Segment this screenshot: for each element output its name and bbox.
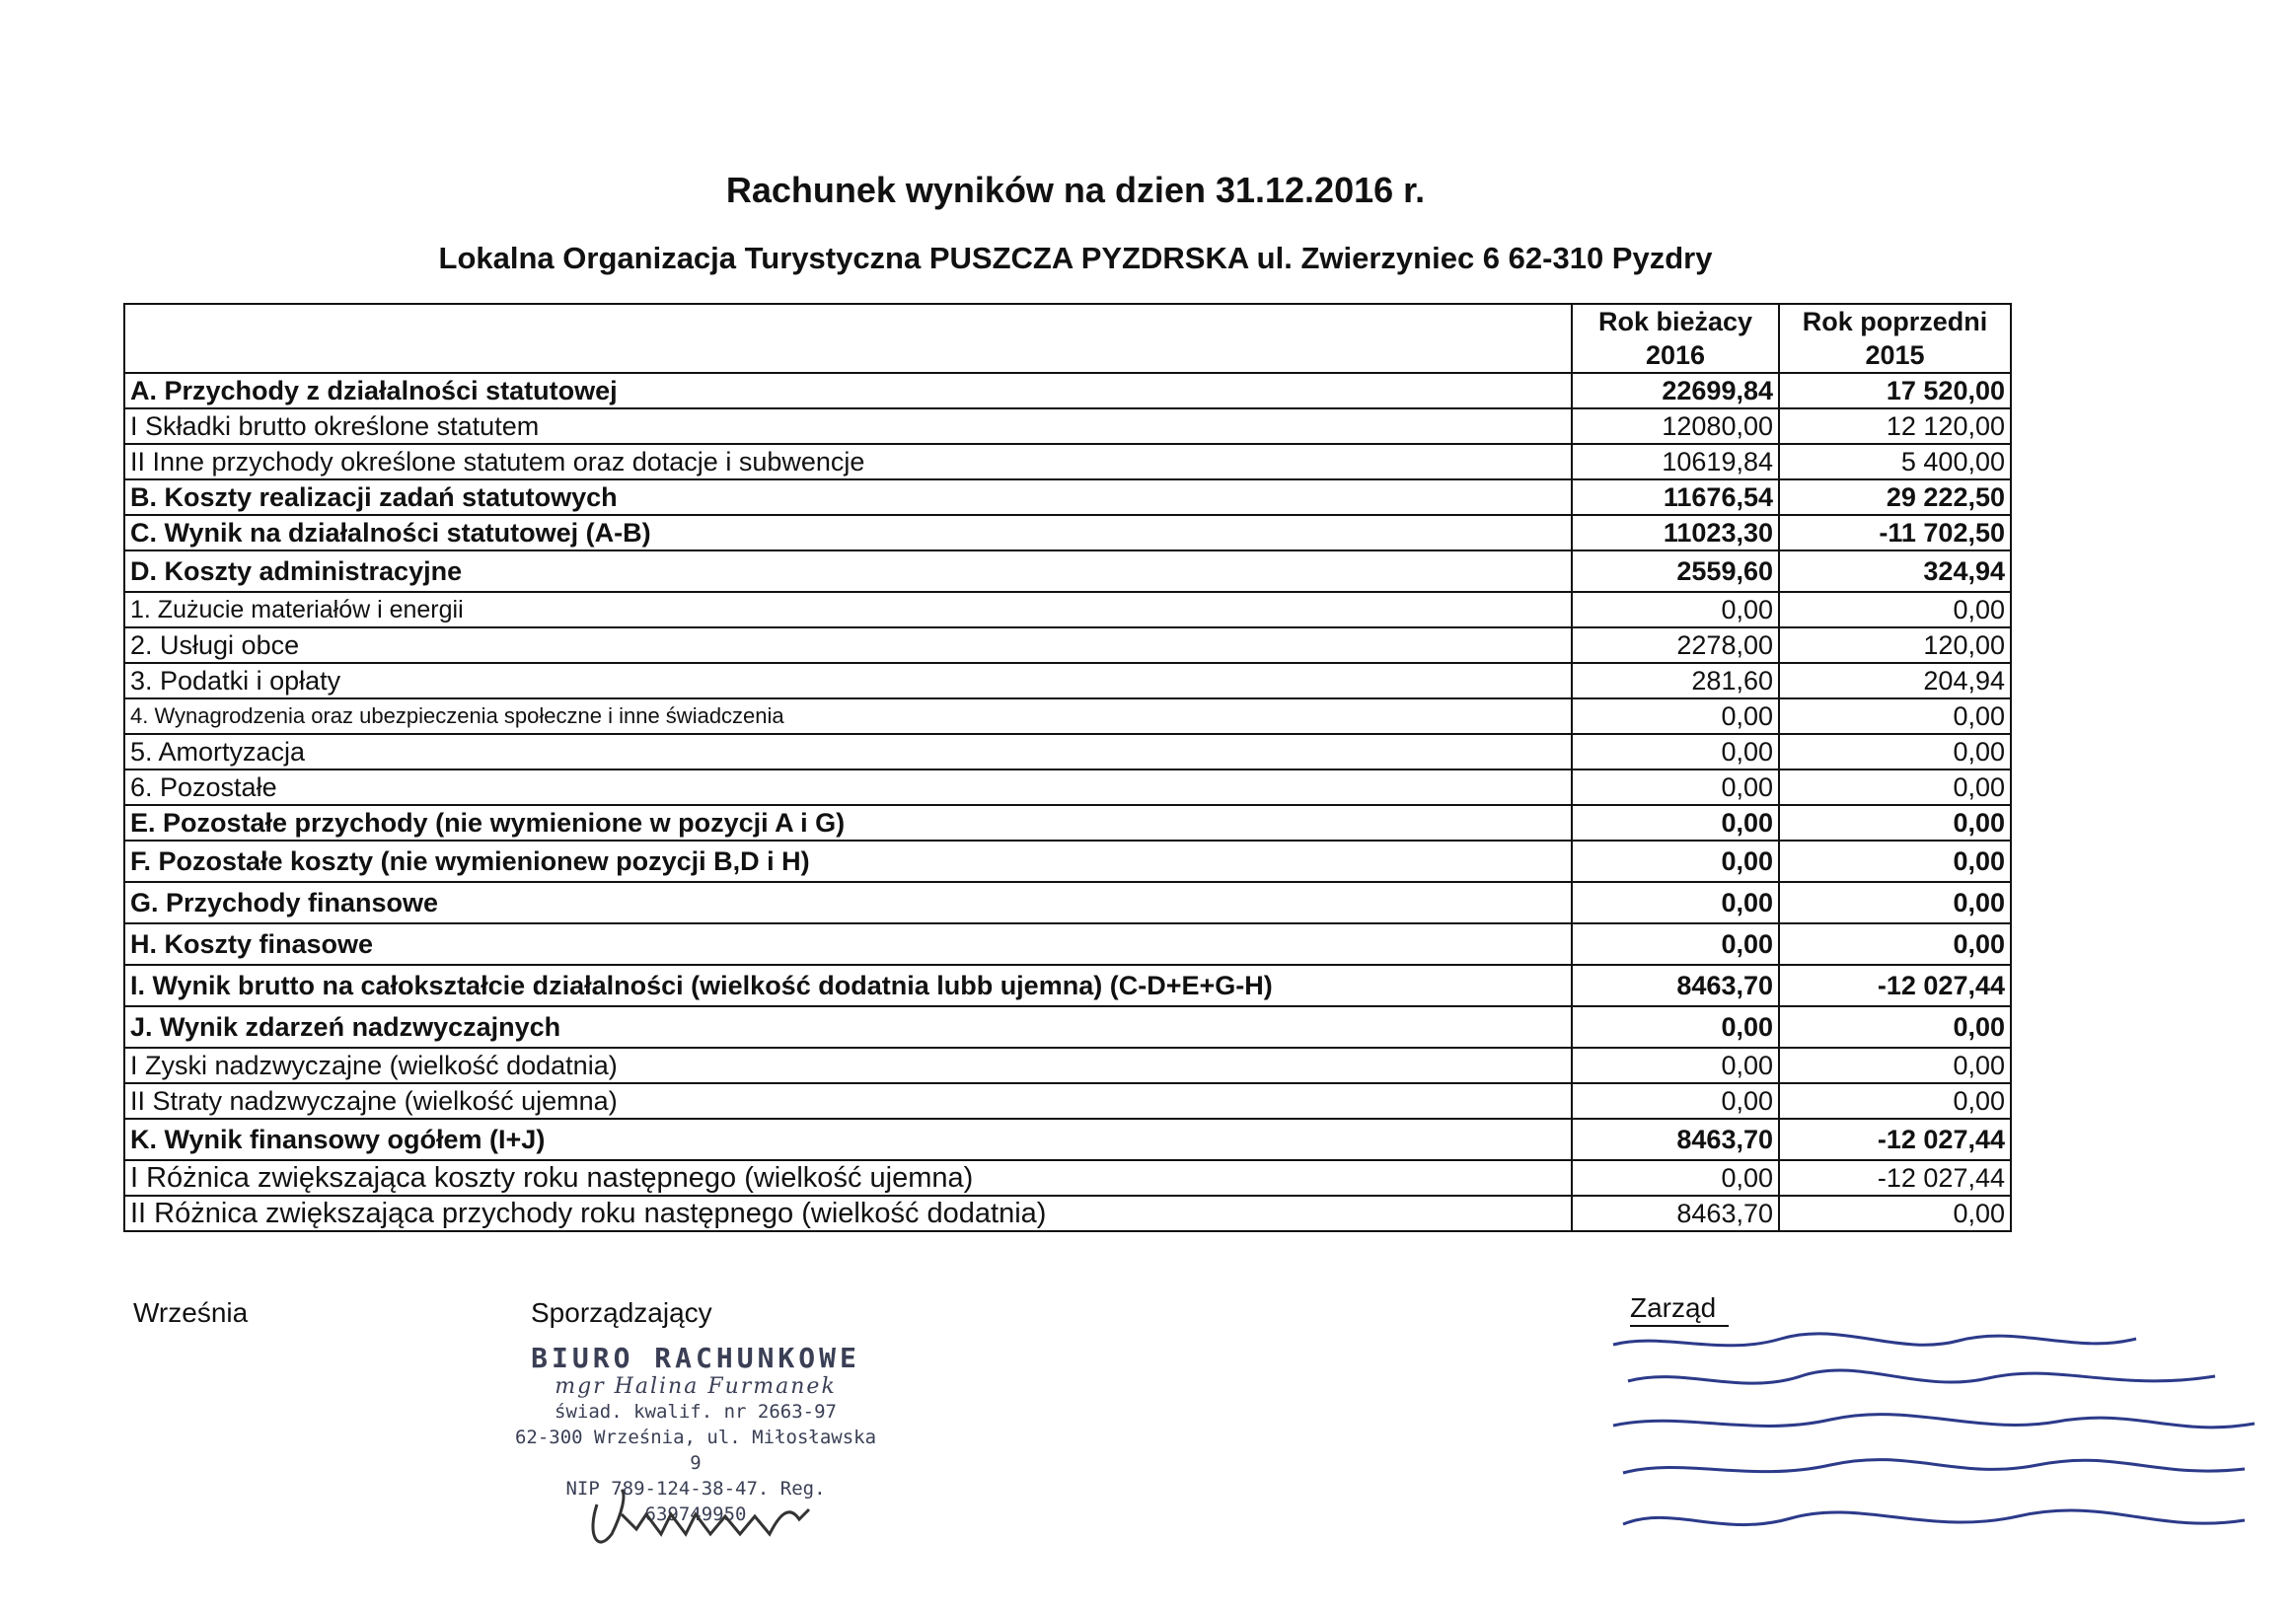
table-row <box>124 1083 2011 1119</box>
row-previous-value: -11 702,50 <box>1779 515 2011 550</box>
row-label: II Straty nadzwyczajne (wielkość ujemna) <box>124 1083 1572 1119</box>
table-row <box>124 592 2011 627</box>
table-header-row <box>124 304 2011 373</box>
row-previous-value: 0,00 <box>1779 1006 2011 1048</box>
row-previous-value: 5 400,00 <box>1779 444 2011 479</box>
row-current-value: 0,00 <box>1572 734 1779 769</box>
row-current-value: 11023,30 <box>1572 515 1779 550</box>
table-row <box>124 965 2011 1006</box>
table-row <box>124 882 2011 923</box>
row-label: 3. Podatki i opłaty <box>124 663 1572 698</box>
row-current-value: 0,00 <box>1572 592 1779 627</box>
header-previous-label: Rok poprzedni <box>1802 307 1988 336</box>
document-title: Rachunek wyników na dzien 31.12.2016 r. <box>725 170 1426 210</box>
row-previous-value: 0,00 <box>1779 1083 2011 1119</box>
income-statement-table <box>123 303 2012 1232</box>
row-current-value: 0,00 <box>1572 805 1779 841</box>
organization-subtitle: Lokalna Organizacja Turystyczna PUSZCZA PYZDRSKA ul. Zwierzyniec 6 62-310 Pyzdry <box>438 241 1713 275</box>
table-row <box>124 627 2011 663</box>
row-previous-value: 0,00 <box>1779 734 2011 769</box>
preparer-label: Sporządzający <box>531 1297 712 1328</box>
row-current-value: 0,00 <box>1572 923 1779 965</box>
preparer-signature-icon <box>567 1475 844 1564</box>
row-current-value: 0,00 <box>1572 1160 1779 1196</box>
row-previous-value: -12 027,44 <box>1779 1160 2011 1196</box>
table-row <box>124 841 2011 882</box>
table-row <box>124 1196 2011 1231</box>
row-current-value: 0,00 <box>1572 1048 1779 1083</box>
table-row <box>124 479 2011 515</box>
row-previous-value: 0,00 <box>1779 1048 2011 1083</box>
header-blank <box>124 304 1572 373</box>
header-previous-year <box>1779 304 2011 373</box>
table-row <box>124 515 2011 550</box>
row-previous-value: 0,00 <box>1779 1196 2011 1231</box>
row-previous-value: -12 027,44 <box>1779 1119 2011 1160</box>
row-label: 2. Usługi obce <box>124 627 1572 663</box>
row-label: A. Przychody z działalności statutowej <box>124 373 1572 408</box>
row-label: 1. Zużucie materiałów i energii <box>124 592 1572 627</box>
table-row <box>124 805 2011 841</box>
table-row <box>124 408 2011 444</box>
table-row <box>124 769 2011 805</box>
row-label: D. Koszty administracyjne <box>124 550 1572 592</box>
row-current-value: 8463,70 <box>1572 965 1779 1006</box>
row-label: C. Wynik na działalności statutowej (A-B) <box>124 515 1572 550</box>
row-previous-value: 0,00 <box>1779 923 2011 965</box>
row-label: E. Pozostałe przychody (nie wymienione w pozycji A i G) <box>124 805 1572 841</box>
row-previous-value: 29 222,50 <box>1779 479 2011 515</box>
stamp-line-5: NIP 789-124-38-47. Reg. 639749950 <box>565 1478 826 1525</box>
row-current-value: 8463,70 <box>1572 1196 1779 1231</box>
table-row <box>124 663 2011 698</box>
row-label: H. Koszty finasowe <box>124 923 1572 965</box>
row-label: 6. Pozostałe <box>124 769 1572 805</box>
row-label: 5. Amortyzacja <box>124 734 1572 769</box>
table-row <box>124 1160 2011 1196</box>
row-previous-value: 17 520,00 <box>1779 373 2011 408</box>
row-current-value: 0,00 <box>1572 769 1779 805</box>
row-previous-value: -12 027,44 <box>1779 965 2011 1006</box>
row-label: I. Wynik brutto na całokształcie działalności (wielkość dodatnia lubb ujemna) (C-D+E+G-H) <box>124 965 1572 1006</box>
table-row <box>124 550 2011 592</box>
board-signatures <box>1603 1327 2274 1569</box>
row-label: F. Pozostałe koszty (nie wymienionew pozycji B,D i H) <box>124 841 1572 882</box>
board-label: Zarząd <box>1630 1292 1717 1323</box>
row-label: J. Wynik zdarzeń nadzwyczajnych <box>124 1006 1572 1048</box>
table-row <box>124 373 2011 408</box>
row-label: I Składki brutto określone statutem <box>124 408 1572 444</box>
table-row <box>124 698 2011 734</box>
row-previous-value: 204,94 <box>1779 663 2011 698</box>
row-previous-value: 324,94 <box>1779 550 2011 592</box>
table-row <box>124 923 2011 965</box>
row-current-value: 0,00 <box>1572 841 1779 882</box>
row-current-value: 0,00 <box>1572 698 1779 734</box>
row-label: K. Wynik finansowy ogółem (I+J) <box>124 1119 1572 1160</box>
place-label: Września <box>133 1297 249 1328</box>
board-signatures-icon <box>1603 1327 2274 1564</box>
stamp-line-2: mgr Halina Furmanek <box>555 1374 837 1399</box>
header-current-year <box>1572 304 1779 373</box>
row-current-value: 8463,70 <box>1572 1119 1779 1160</box>
row-current-value: 11676,54 <box>1572 479 1779 515</box>
row-current-value: 12080,00 <box>1572 408 1779 444</box>
header-previous-year-value: 2015 <box>1865 340 1925 370</box>
table-row <box>124 734 2011 769</box>
header-current-year-value: 2016 <box>1645 340 1706 370</box>
row-previous-value: 12 120,00 <box>1779 408 2011 444</box>
row-label: II Różnica zwiększająca przychody roku następnego (wielkość dodatnia) <box>124 1196 1572 1231</box>
table-row <box>124 444 2011 479</box>
row-previous-value: 0,00 <box>1779 769 2011 805</box>
row-label: G. Przychody finansowe <box>124 882 1572 923</box>
table-row <box>124 1006 2011 1048</box>
row-current-value: 10619,84 <box>1572 444 1779 479</box>
row-previous-value: 0,00 <box>1779 805 2011 841</box>
header-current-label: Rok bieżacy <box>1597 307 1753 336</box>
stamp-line-4: 62-300 Września, ul. Miłosławska 9 <box>514 1427 877 1474</box>
row-label: 4. Wynagrodzenia oraz ubezpieczenia społeczne i inne świadczenia <box>124 698 1572 734</box>
stamp-line-3: świad. kwalif. nr 2663-97 <box>555 1401 837 1423</box>
row-label: I Zyski nadzwyczajne (wielkość dodatnia) <box>124 1048 1572 1083</box>
row-current-value: 281,60 <box>1572 663 1779 698</box>
table-row <box>124 1119 2011 1160</box>
row-previous-value: 120,00 <box>1779 627 2011 663</box>
row-previous-value: 0,00 <box>1779 841 2011 882</box>
row-previous-value: 0,00 <box>1779 698 2011 734</box>
row-current-value: 2278,00 <box>1572 627 1779 663</box>
table-row <box>124 1048 2011 1083</box>
row-previous-value: 0,00 <box>1779 882 2011 923</box>
row-label: I Różnica zwiększająca koszty roku następnego (wielkość ujemna) <box>124 1160 1572 1196</box>
row-current-value: 0,00 <box>1572 1083 1779 1119</box>
row-label: B. Koszty realizacji zadań statutowych <box>124 479 1572 515</box>
row-current-value: 0,00 <box>1572 1006 1779 1048</box>
row-current-value: 2559,60 <box>1572 550 1779 592</box>
row-current-value: 22699,84 <box>1572 373 1779 408</box>
row-current-value: 0,00 <box>1572 882 1779 923</box>
stamp-line-1: BIURO RACHUNKOWE <box>531 1342 860 1374</box>
row-label: II Inne przychody określone statutem oraz dotacje i subwencje <box>124 444 1572 479</box>
row-previous-value: 0,00 <box>1779 592 2011 627</box>
